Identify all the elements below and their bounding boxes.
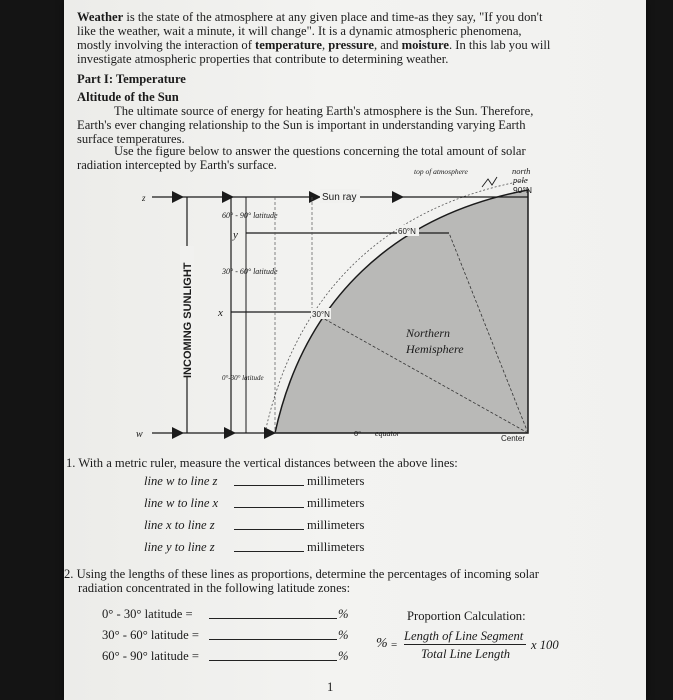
incoming-sunlight-label: INCOMING SUNLIGHT [182, 262, 194, 378]
part-heading: Part I: Temperature [77, 72, 186, 86]
intro-line-4: investigate atmospheric properties that contribute to determining weather. [77, 52, 449, 66]
equator-label: equator [375, 429, 400, 438]
times-hundred: x 100 [531, 638, 559, 652]
fraction-numerator: Length of Line Segment [404, 629, 524, 643]
q1-row-1-answer[interactable] [234, 474, 304, 486]
fraction-denominator: Total Line Length [421, 647, 511, 661]
equals-sign: = [391, 639, 398, 651]
q2-zone-3-unit: % [338, 649, 349, 663]
equator-zero-label: 0° [354, 429, 362, 438]
q2-zone-2-answer[interactable] [209, 628, 337, 640]
q1-row-3-unit: millimeters [307, 518, 365, 532]
zone-30-60-label: 30° - 60° latitude [222, 267, 278, 276]
line-y-letter: y [233, 229, 238, 241]
lat-60-label: 60°N [398, 227, 416, 236]
lat-30-label: 30°N [312, 310, 330, 319]
page-number: 1 [327, 680, 334, 694]
hemisphere-label-1: Northern [406, 326, 451, 340]
paragraph-2-line-1: Use the figure below to answer the questions concerning the total amount of solar [114, 144, 526, 158]
q1-row-2-label: line w to line x [144, 496, 219, 510]
q2-zone-2-label: 30° - 60° latitude = [102, 628, 199, 642]
section-subheading: Altitude of the Sun [77, 90, 179, 104]
intro-line-2: like the weather, wait a minute, it will change". It is a dynamic atmospheric phenomena, [77, 24, 522, 38]
north-pole-label-1: north [512, 166, 531, 176]
q1-row-2-answer[interactable] [234, 496, 304, 508]
center-label: Center [501, 434, 526, 443]
intro-line-1: Weather is the state of the atmosphere at any given place and time-as they say, "If you don't [77, 10, 543, 24]
line-w-letter: w [136, 429, 143, 440]
intro-line-3: mostly involving the interaction of temperature, pressure, and moisture. In this lab you will [77, 38, 551, 52]
sun-ray-label: Sun ray [322, 192, 357, 203]
q2-zone-1-label: 0° - 30° latitude = [102, 607, 193, 621]
line-z-letter: z [142, 193, 146, 203]
paragraph-1-line-1: The ultimate source of energy for heating Earth's atmosphere is the Sun. Therefore, [114, 104, 534, 118]
question-2-prompt-line-2: radiation concentrated in the following latitude zones: [78, 581, 351, 595]
q1-row-3-label: line x to line z [144, 518, 215, 532]
north-pole-label-2: pole [513, 175, 528, 185]
q1-row-4-answer[interactable] [234, 540, 304, 552]
percent-sign: % [376, 636, 388, 651]
zone-60-90-label: 60° - 90° latitude [222, 211, 278, 220]
top-atmosphere-label: top of atmosphere [414, 167, 468, 176]
q2-zone-3-label: 60° - 90° latitude = [102, 649, 199, 663]
sunlight-latitude-figure [64, 160, 646, 455]
q1-row-4-label: line y to line z [144, 540, 215, 554]
q2-zone-1-unit: % [338, 607, 349, 621]
q1-row-3-answer[interactable] [234, 518, 304, 530]
q1-row-1-unit: millimeters [307, 474, 365, 488]
q2-zone-3-answer[interactable] [209, 649, 337, 661]
q2-zone-2-unit: % [338, 628, 349, 642]
q1-row-4-unit: millimeters [307, 540, 365, 554]
worksheet-page [64, 0, 646, 700]
proportion-title: Proportion Calculation: [407, 609, 526, 623]
weather-term: Weather [77, 10, 124, 24]
q1-row-1-label: line w to line z [144, 474, 218, 488]
zone-0-30-label: 0°-30° latitude [222, 374, 264, 382]
paragraph-1-line-3: surface temperatures. [77, 132, 185, 146]
fraction-bar [404, 644, 526, 645]
north-pole-label-3: 90°N [513, 185, 532, 195]
question-1-prompt: 1. With a metric ruler, measure the vertical distances between the above lines: [66, 456, 458, 470]
q1-row-2-unit: millimeters [307, 496, 365, 510]
paragraph-2-line-2: radiation intercepted by Earth's surface. [77, 158, 277, 172]
paragraph-1-line-2: Earth's ever changing relationship to the Sun is important in understanding varying Earth [77, 118, 526, 132]
hemisphere-label-2: Hemisphere [406, 342, 464, 356]
line-x-letter: x [218, 307, 223, 319]
question-2-prompt-line-1: 2. Using the lengths of these lines as proportions, determine the percentages of incoming solar [64, 567, 539, 581]
q2-zone-1-answer[interactable] [209, 607, 337, 619]
